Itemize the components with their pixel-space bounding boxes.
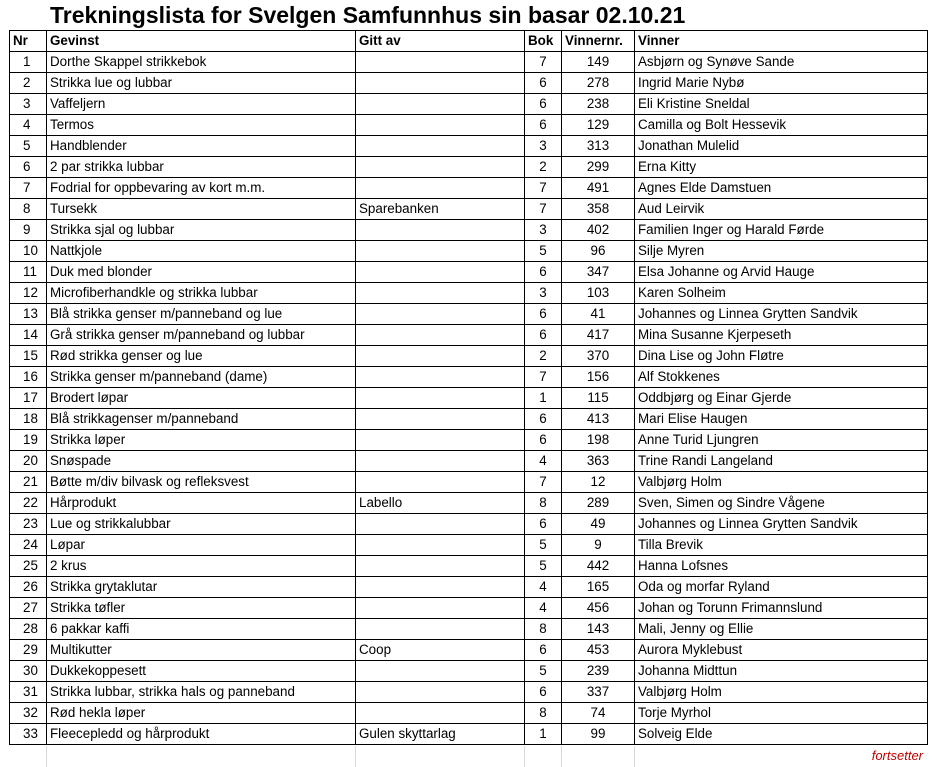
table-row — [10, 178, 928, 199]
cell-nr: 6 — [10, 157, 47, 178]
cell-gevinst: Snøspade — [47, 451, 356, 472]
cell-bok: 2 — [525, 157, 562, 178]
cell-vinnernr: 453 — [562, 640, 635, 661]
cell-gevinst: Strikka sjal og lubbar — [47, 220, 356, 241]
cell-bok: 3 — [525, 283, 562, 304]
cell-vinner: Oddbjørg og Einar Gjerde — [635, 388, 928, 409]
cell-bok: 5 — [525, 241, 562, 262]
cell-vinner: Erna Kitty — [635, 157, 928, 178]
cell-nr: 32 — [10, 703, 47, 724]
table-row — [10, 325, 928, 346]
cell-vinnernr: 313 — [562, 136, 635, 157]
cell-vinnernr: 456 — [562, 598, 635, 619]
empty-spreadsheet-row — [9, 746, 927, 767]
cell-vinner: Sven, Simen og Sindre Vågene — [635, 493, 928, 514]
cell-gitt-av — [356, 94, 525, 115]
cell-vinner: Johannes og Linnea Grytten Sandvik — [635, 514, 928, 535]
cell-vinner: Valbjørg Holm — [635, 682, 928, 703]
header-gitt-av: Gitt av — [356, 31, 525, 52]
cell-vinner: Jonathan Mulelid — [635, 136, 928, 157]
cell-gitt-av — [356, 619, 525, 640]
cell-nr: 9 — [10, 220, 47, 241]
cell-gitt-av — [356, 661, 525, 682]
cell-vinnernr: 491 — [562, 178, 635, 199]
cell-bok: 4 — [525, 577, 562, 598]
cell-nr: 18 — [10, 409, 47, 430]
cell-gitt-av — [356, 577, 525, 598]
table-row — [10, 409, 928, 430]
cell-gevinst: 6 pakkar kaffi — [47, 619, 356, 640]
table-row — [10, 556, 928, 577]
cell-bok: 4 — [525, 451, 562, 472]
cell-gevinst: Dorthe Skappel strikkebok — [47, 52, 356, 73]
cell-vinner: Eli Kristine Sneldal — [635, 94, 928, 115]
cell-gevinst: Tursekk — [47, 199, 356, 220]
cell-vinner: Anne Turid Ljungren — [635, 430, 928, 451]
table-row — [10, 157, 928, 178]
cell-gitt-av — [356, 472, 525, 493]
cell-gevinst: Strikka lue og lubbar — [47, 73, 356, 94]
gridline — [524, 746, 525, 767]
cell-vinner: Agnes Elde Damstuen — [635, 178, 928, 199]
cell-gitt-av — [356, 262, 525, 283]
cell-bok: 8 — [525, 493, 562, 514]
cell-gitt-av — [356, 451, 525, 472]
cell-gitt-av — [356, 409, 525, 430]
table-row — [10, 262, 928, 283]
cell-bok: 6 — [525, 73, 562, 94]
cell-gevinst: Handblender — [47, 136, 356, 157]
cell-bok: 6 — [525, 640, 562, 661]
cell-vinner: Familien Inger og Harald Førde — [635, 220, 928, 241]
cell-nr: 11 — [10, 262, 47, 283]
cell-nr: 1 — [10, 52, 47, 73]
cell-gitt-av — [356, 115, 525, 136]
cell-bok: 7 — [525, 52, 562, 73]
cell-nr: 4 — [10, 115, 47, 136]
gridline — [46, 746, 47, 767]
cell-gevinst: Dukkekoppesett — [47, 661, 356, 682]
cell-nr: 5 — [10, 136, 47, 157]
cell-gevinst: Hårprodukt — [47, 493, 356, 514]
cell-bok: 7 — [525, 199, 562, 220]
cell-bok: 2 — [525, 346, 562, 367]
cell-gitt-av — [356, 535, 525, 556]
cell-gevinst: 2 krus — [47, 556, 356, 577]
cell-nr: 29 — [10, 640, 47, 661]
gridline — [561, 746, 562, 767]
cell-bok: 6 — [525, 514, 562, 535]
cell-bok: 6 — [525, 262, 562, 283]
cell-gitt-av: Sparebanken — [356, 199, 525, 220]
cell-vinner: Ingrid Marie Nybø — [635, 73, 928, 94]
cell-vinnernr: 413 — [562, 409, 635, 430]
cell-gitt-av — [356, 325, 525, 346]
cell-bok: 5 — [525, 556, 562, 577]
cell-gevinst: Brodert løpar — [47, 388, 356, 409]
cell-vinner: Mali, Jenny og Ellie — [635, 619, 928, 640]
table-row — [10, 598, 928, 619]
cell-vinner: Hanna Lofsnes — [635, 556, 928, 577]
cell-vinner: Trine Randi Langeland — [635, 451, 928, 472]
header-vinner: Vinner — [635, 31, 928, 52]
table-row — [10, 430, 928, 451]
cell-vinnernr: 239 — [562, 661, 635, 682]
cell-vinner: Aud Leirvik — [635, 199, 928, 220]
cell-nr: 22 — [10, 493, 47, 514]
cell-gevinst: 2 par strikka lubbar — [47, 157, 356, 178]
cell-nr: 25 — [10, 556, 47, 577]
cell-nr: 10 — [10, 241, 47, 262]
cell-nr: 23 — [10, 514, 47, 535]
cell-gevinst: Bøtte m/div bilvask og refleksvest — [47, 472, 356, 493]
cell-vinnernr: 370 — [562, 346, 635, 367]
table-row — [10, 346, 928, 367]
table-row — [10, 115, 928, 136]
cell-gevinst: Lue og strikkalubbar — [47, 514, 356, 535]
gridline — [634, 746, 635, 767]
cell-gevinst: Løpar — [47, 535, 356, 556]
cell-gitt-av — [356, 703, 525, 724]
cell-vinnernr: 358 — [562, 199, 635, 220]
cell-gitt-av — [356, 178, 525, 199]
cell-bok: 1 — [525, 724, 562, 745]
cell-nr: 24 — [10, 535, 47, 556]
cell-bok: 7 — [525, 472, 562, 493]
cell-nr: 17 — [10, 388, 47, 409]
table-header-row — [10, 31, 928, 52]
cell-vinner: Johan og Torunn Frimannslund — [635, 598, 928, 619]
cell-bok: 7 — [525, 367, 562, 388]
cell-gitt-av: Coop — [356, 640, 525, 661]
cell-vinner: Aurora Myklebust — [635, 640, 928, 661]
cell-gevinst: Strikka tøfler — [47, 598, 356, 619]
table-row — [10, 199, 928, 220]
cell-vinner: Solveig Elde — [635, 724, 928, 745]
table-row — [10, 640, 928, 661]
cell-bok: 1 — [525, 388, 562, 409]
cell-bok: 6 — [525, 682, 562, 703]
cell-nr: 30 — [10, 661, 47, 682]
cell-gitt-av — [356, 556, 525, 577]
cell-bok: 3 — [525, 136, 562, 157]
cell-nr: 21 — [10, 472, 47, 493]
cell-nr: 14 — [10, 325, 47, 346]
cell-vinner: Dina Lise og John Fløtre — [635, 346, 928, 367]
cell-vinnernr: 99 — [562, 724, 635, 745]
cell-vinner: Karen Solheim — [635, 283, 928, 304]
cell-vinnernr: 12 — [562, 472, 635, 493]
cell-vinnernr: 442 — [562, 556, 635, 577]
cell-nr: 33 — [10, 724, 47, 745]
cell-gevinst: Duk med blonder — [47, 262, 356, 283]
table-row — [10, 619, 928, 640]
cell-gevinst: Nattkjole — [47, 241, 356, 262]
cell-nr: 16 — [10, 367, 47, 388]
cell-nr: 8 — [10, 199, 47, 220]
cell-gitt-av — [356, 514, 525, 535]
cell-gevinst: Termos — [47, 115, 356, 136]
cell-gevinst: Fleecepledd og hårprodukt — [47, 724, 356, 745]
cell-gitt-av — [356, 367, 525, 388]
table-row — [10, 451, 928, 472]
cell-vinnernr: 149 — [562, 52, 635, 73]
cell-vinnernr: 9 — [562, 535, 635, 556]
header-bok: Bok — [525, 31, 562, 52]
cell-nr: 20 — [10, 451, 47, 472]
cell-vinnernr: 198 — [562, 430, 635, 451]
header-gevinst: Gevinst — [47, 31, 356, 52]
cell-gevinst: Strikka løper — [47, 430, 356, 451]
cell-vinnernr: 165 — [562, 577, 635, 598]
cell-nr: 28 — [10, 619, 47, 640]
cell-bok: 5 — [525, 535, 562, 556]
cell-bok: 6 — [525, 94, 562, 115]
cell-gitt-av — [356, 73, 525, 94]
cell-bok: 4 — [525, 598, 562, 619]
cell-gevinst: Multikutter — [47, 640, 356, 661]
cell-vinner: Alf Stokkenes — [635, 367, 928, 388]
table-row — [10, 493, 928, 514]
cell-vinner: Johannes og Linnea Grytten Sandvik — [635, 304, 928, 325]
cell-vinnernr: 41 — [562, 304, 635, 325]
table-row — [10, 136, 928, 157]
cell-gitt-av — [356, 283, 525, 304]
cell-gitt-av — [356, 304, 525, 325]
cell-gitt-av — [356, 157, 525, 178]
table-row — [10, 703, 928, 724]
cell-vinnernr: 417 — [562, 325, 635, 346]
table-row — [10, 535, 928, 556]
cell-nr: 27 — [10, 598, 47, 619]
cell-gevinst: Grå strikka genser m/panneband og lubbar — [47, 325, 356, 346]
cell-nr: 7 — [10, 178, 47, 199]
cell-gevinst: Rød strikka genser og lue — [47, 346, 356, 367]
cell-vinner: Johanna Midttun — [635, 661, 928, 682]
cell-vinnernr: 96 — [562, 241, 635, 262]
cell-vinner: Asbjørn og Synøve Sande — [635, 52, 928, 73]
table-row — [10, 514, 928, 535]
cell-nr: 15 — [10, 346, 47, 367]
table-row — [10, 304, 928, 325]
table-row — [10, 241, 928, 262]
cell-vinner: Mari Elise Haugen — [635, 409, 928, 430]
cell-gitt-av — [356, 598, 525, 619]
cell-gitt-av — [356, 682, 525, 703]
cell-vinner: Elsa Johanne og Arvid Hauge — [635, 262, 928, 283]
cell-vinnernr: 49 — [562, 514, 635, 535]
cell-gevinst: Blå strikka genser m/panneband og lue — [47, 304, 356, 325]
gridline — [355, 746, 356, 767]
table-row — [10, 472, 928, 493]
cell-gevinst: Blå strikkagenser m/panneband — [47, 409, 356, 430]
cell-vinner: Silje Myren — [635, 241, 928, 262]
cell-vinnernr: 74 — [562, 703, 635, 724]
cell-bok: 6 — [525, 325, 562, 346]
cell-gitt-av — [356, 388, 525, 409]
cell-gevinst: Strikka genser m/panneband (dame) — [47, 367, 356, 388]
cell-vinnernr: 115 — [562, 388, 635, 409]
cell-nr: 3 — [10, 94, 47, 115]
cell-vinner: Mina Susanne Kjerpeseth — [635, 325, 928, 346]
cell-nr: 31 — [10, 682, 47, 703]
cell-nr: 26 — [10, 577, 47, 598]
header-nr: Nr — [10, 31, 47, 52]
cell-vinner: Valbjørg Holm — [635, 472, 928, 493]
cell-gitt-av — [356, 220, 525, 241]
cell-bok: 7 — [525, 178, 562, 199]
cell-vinnernr: 299 — [562, 157, 635, 178]
table-row — [10, 73, 928, 94]
table-row — [10, 661, 928, 682]
cell-bok: 3 — [525, 220, 562, 241]
cell-gevinst: Strikka grytaklutar — [47, 577, 356, 598]
cell-gevinst: Microfiberhandkle og strikka lubbar — [47, 283, 356, 304]
cell-gitt-av: Gulen skyttarlag — [356, 724, 525, 745]
cell-gitt-av — [356, 52, 525, 73]
table-row — [10, 367, 928, 388]
cell-vinnernr: 103 — [562, 283, 635, 304]
cell-gevinst: Strikka lubbar, strikka hals og panneband — [47, 682, 356, 703]
cell-gevinst: Vaffeljern — [47, 94, 356, 115]
cell-gevinst: Rød hekla løper — [47, 703, 356, 724]
cell-vinnernr: 363 — [562, 451, 635, 472]
cell-gitt-av — [356, 430, 525, 451]
cell-vinnernr: 402 — [562, 220, 635, 241]
cell-vinner: Torje Myrhol — [635, 703, 928, 724]
cell-bok: 6 — [525, 304, 562, 325]
table-row — [10, 388, 928, 409]
cell-gitt-av — [356, 346, 525, 367]
table-row — [10, 577, 928, 598]
cell-vinner: Tilla Brevik — [635, 535, 928, 556]
cell-gitt-av — [356, 241, 525, 262]
cell-gitt-av — [356, 136, 525, 157]
cell-bok: 5 — [525, 661, 562, 682]
cell-nr: 19 — [10, 430, 47, 451]
cell-vinnernr: 156 — [562, 367, 635, 388]
cell-bok: 8 — [525, 703, 562, 724]
cell-vinnernr: 143 — [562, 619, 635, 640]
continued-note: fortsetter — [871, 748, 923, 763]
table-row — [10, 220, 928, 241]
cell-vinnernr: 289 — [562, 493, 635, 514]
cell-bok: 6 — [525, 409, 562, 430]
table-row — [10, 94, 928, 115]
table-row — [10, 283, 928, 304]
cell-vinnernr: 337 — [562, 682, 635, 703]
cell-vinner: Oda og morfar Ryland — [635, 577, 928, 598]
table-row — [10, 682, 928, 703]
cell-vinner: Camilla og Bolt Hessevik — [635, 115, 928, 136]
cell-vinnernr: 129 — [562, 115, 635, 136]
cell-gitt-av: Labello — [356, 493, 525, 514]
table-row — [10, 724, 928, 745]
cell-bok: 8 — [525, 619, 562, 640]
cell-bok: 6 — [525, 115, 562, 136]
table-row — [10, 52, 928, 73]
cell-nr: 12 — [10, 283, 47, 304]
page-title: Trekningslista for Svelgen Samfunnhus sin basar 02.10.21 — [50, 2, 686, 28]
cell-vinnernr: 347 — [562, 262, 635, 283]
cell-bok: 6 — [525, 430, 562, 451]
cell-gevinst: Fodrial for oppbevaring av kort m.m. — [47, 178, 356, 199]
winners-table — [9, 30, 928, 745]
cell-nr: 13 — [10, 304, 47, 325]
cell-nr: 2 — [10, 73, 47, 94]
header-vinnernr: Vinnernr. — [562, 31, 635, 52]
cell-vinnernr: 238 — [562, 94, 635, 115]
cell-vinnernr: 278 — [562, 73, 635, 94]
